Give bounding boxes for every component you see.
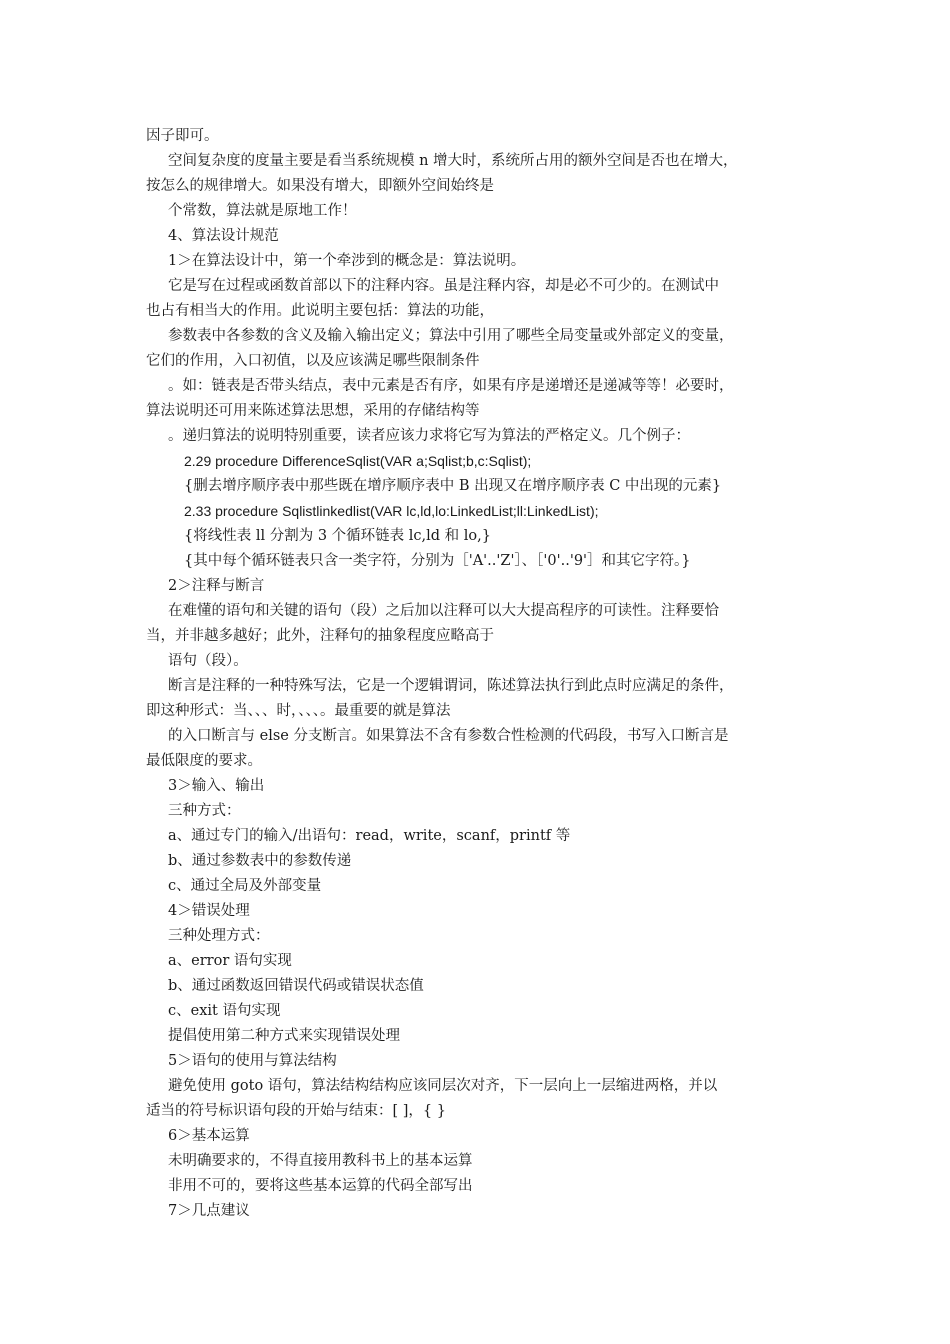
text-line: 语句（段）。 xyxy=(168,653,248,669)
text-line: 因子即可。 xyxy=(146,128,219,144)
code-comment: {将线性表 ll 分割为 3 个循环链表 lc,ld 和 lo,} xyxy=(184,528,491,544)
list-item: a、通过专门的输入/出语句：read，write，scanf，printf 等 xyxy=(168,828,571,844)
text-line: 也占有相当大的作用。此说明主要包括：算法的功能， xyxy=(146,303,494,319)
text-line: 按怎么的规律增大。如果没有增大，即额外空间始终是 xyxy=(146,178,494,194)
text-line: 它是写在过程或函数首部以下的注释内容。虽是注释内容，却是必不可少的。在测试中 xyxy=(168,278,719,294)
text-line: 即这种形式：当、、、时，、、、。最重要的就是算法 xyxy=(146,703,451,719)
list-item: a、error 语句实现 xyxy=(168,953,292,969)
text-line: 未明确要求的，不得直接用教科书上的基本运算 xyxy=(168,1153,473,1169)
subsection-heading: 2＞注释与断言 xyxy=(168,578,265,594)
subsection-heading: 7＞几点建议 xyxy=(168,1203,250,1219)
subsection-heading: 3＞输入、输出 xyxy=(168,778,265,794)
text-line: 的入口断言与 else 分支断言。如果算法不含有参数合性检测的代码段，书写入口断言是 xyxy=(168,728,729,744)
text-line: 断言是注释的一种特殊写法，它是一个逻辑谓词，陈述算法执行到此点时应满足的条件， xyxy=(168,678,734,694)
list-item: b、通过参数表中的参数传递 xyxy=(168,853,352,869)
text-line: 算法说明还可用来陈述算法思想，采用的存储结构等 xyxy=(146,403,480,419)
subsection-heading: 5＞语句的使用与算法结构 xyxy=(168,1053,337,1069)
text-line: 。如：链表是否带头结点，表中元素是否有序，如果有序是递增还是递减等等！必要时， xyxy=(168,378,734,394)
list-item: c、exit 语句实现 xyxy=(168,1003,281,1019)
list-item: b、通过函数返回错误代码或错误状态值 xyxy=(168,978,424,994)
text-line: 适当的符号标识语句段的开始与结束：[ ]，{ } xyxy=(146,1103,446,1119)
code-comment: {删去增序顺序表中那些既在增序顺序表中 B 出现又在增序顺序表 C 中出现的元素} xyxy=(184,478,722,494)
text-line: 个常数，算法就是原地工作！ xyxy=(168,203,357,219)
code-comment: {其中每个循环链表只含一类字符，分别为［'A'..'Z'］、［'0'..'9'］和其它字符。} xyxy=(184,553,691,569)
list-item: c、通过全局及外部变量 xyxy=(168,878,322,894)
text-line: 空间复杂度的度量主要是看当系统规模 n 增大时，系统所占用的额外空间是否也在增大， xyxy=(168,153,738,169)
subsection-heading: 6＞基本运算 xyxy=(168,1128,250,1144)
text-line: 最低限度的要求。 xyxy=(146,753,262,769)
text-line: 提倡使用第二种方式来实现错误处理 xyxy=(168,1028,400,1044)
text-line: 非用不可的，要将这些基本运算的代码全部写出 xyxy=(168,1178,473,1194)
text-line: 在难懂的语句和关键的语句（段）之后加以注释可以大大提高程序的可读性。注释要恰 xyxy=(168,603,719,619)
text-line: 参数表中各参数的含义及输入输出定义；算法中引用了哪些全局变量或外部定义的变量， xyxy=(168,328,734,344)
section-heading: 4、算法设计规范 xyxy=(168,228,279,244)
text-line: 。递归算法的说明特别重要，读者应该力求将它写为算法的严格定义。几个例子： xyxy=(168,428,690,444)
code-example: 2.29 procedure DifferenceSqlist(VAR a;Sqlist;b,c:Sqlist); xyxy=(184,453,532,469)
text-line: 三种方式： xyxy=(168,803,241,819)
text-line: 避免使用 goto 语句，算法结构结构应该同层次对齐，下一层向上一层缩进两格，并以 xyxy=(168,1078,718,1094)
text-line: 三种处理方式： xyxy=(168,928,270,944)
code-example: 2.33 procedure Sqlistlinkedlist(VAR lc,ld,lo:LinkedList;ll:LinkedList); xyxy=(184,503,599,519)
text-line: 当，并非越多越好；此外，注释句的抽象程度应略高于 xyxy=(146,628,494,644)
document-body xyxy=(146,124,816,1224)
subsection-heading: 4＞错误处理 xyxy=(168,903,250,919)
subsection-heading: 1＞在算法设计中，第一个牵涉到的概念是：算法说明。 xyxy=(168,253,526,269)
text-line: 它们的作用，入口初值，以及应该满足哪些限制条件 xyxy=(146,353,480,369)
